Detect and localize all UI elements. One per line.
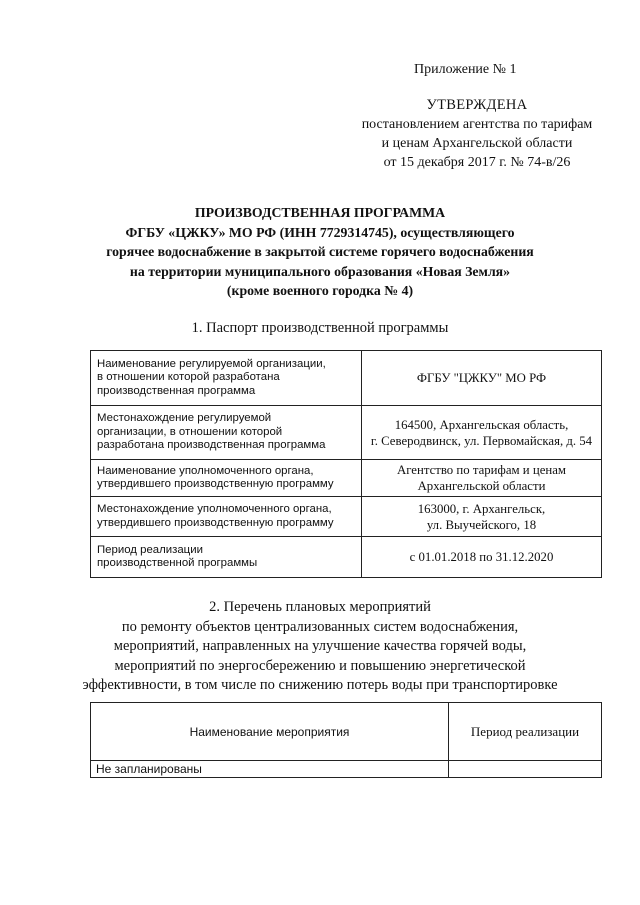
column-header: Наименование мероприятия <box>91 703 449 761</box>
value-line: с 01.01.2018 по 31.12.2020 <box>409 550 554 564</box>
title-line: ФГБУ «ЦЖКУ» МО РФ (ИНН 7729314745), осуществляющего <box>125 224 515 240</box>
table-row <box>91 406 602 460</box>
document-title <box>60 203 580 301</box>
section2-line: 2. Перечень плановых мероприятий <box>209 599 431 615</box>
measures-table <box>90 702 602 778</box>
section2-line: эффективности, в том числе по снижению потерь воды при транспортировке <box>82 677 558 693</box>
table-cell: Не запланированы <box>91 761 449 778</box>
passport-value <box>362 460 602 497</box>
title-line: ПРОИЗВОДСТВЕННАЯ ПРОГРАММА <box>194 205 446 220</box>
passport-label <box>91 537 362 578</box>
table-row <box>91 537 602 578</box>
table-cell <box>449 761 602 778</box>
table-header-row <box>91 703 602 761</box>
section1-title: 1. Паспорт производственной программы <box>191 320 449 336</box>
label-line: организации, в отношении которой <box>97 425 283 438</box>
title-line: (кроме военного городка № 4) <box>226 283 414 298</box>
value-line: 164500, Архангельская область, <box>394 417 569 432</box>
label-line: утвердившего производственную программу <box>97 516 334 529</box>
passport-value <box>362 351 602 406</box>
label-line: Наименование регулируемой организации, <box>97 357 326 370</box>
value-line: 163000, г. Архангельск, <box>417 501 546 516</box>
passport-value <box>362 497 602 537</box>
passport-value <box>362 406 602 460</box>
label-line: Местонахождение уполномоченного органа, <box>97 503 332 515</box>
label-line: Период реализации <box>97 543 203 556</box>
approval-block <box>346 96 608 172</box>
title-line: горячее водоснабжение в закрытой системе горячего водоснабжения <box>106 244 534 259</box>
passport-label <box>91 497 362 537</box>
section2-title <box>60 598 580 696</box>
label-line: Наименование уполномоченного органа, <box>97 464 314 477</box>
value-line: Архангельской области <box>417 479 546 493</box>
approved-heading: УТВЕРЖДЕНА <box>426 97 528 113</box>
section2-line: мероприятий, направленных на улучшение качества горячей воды, <box>113 638 527 654</box>
value-line: г. Северодвинск, ул. Первомайская, д. 54 <box>370 433 593 448</box>
label-line: в отношении которой разработана <box>97 371 280 384</box>
passport-label <box>91 351 362 406</box>
label-line: производственной программы <box>97 557 258 569</box>
label-line: разработана производственная программа <box>97 439 326 452</box>
passport-label <box>91 406 362 460</box>
resolution-line: от 15 декабря 2017 г. № 74-в/26 <box>383 155 571 170</box>
passport-value <box>362 537 602 578</box>
table-row <box>91 460 602 497</box>
table-row <box>91 497 602 537</box>
label-line: утвердившего производственную программу <box>97 478 334 490</box>
appendix-label: Приложение № 1 <box>414 62 517 77</box>
column-header: Период реализации <box>449 703 602 761</box>
section2-line: по ремонту объектов централизованных систем водоснабжения, <box>121 618 519 635</box>
label-line: Местонахождение регулируемой <box>97 412 272 425</box>
passport-label <box>91 460 362 497</box>
label-line: производственная программа <box>97 384 256 397</box>
table-row <box>91 761 602 778</box>
section2-line: мероприятий по энергосбережению и повышению энергетической <box>114 657 526 674</box>
table-row <box>91 351 602 406</box>
title-line: на территории муниципального образования «Новая Земля» <box>129 263 511 279</box>
value-line: ул. Выучейского, 18 <box>426 517 537 532</box>
resolution-line: постановлением агентства по тарифам <box>361 117 593 132</box>
passport-table <box>90 350 602 578</box>
value-line: ФГБУ "ЦЖКУ" МО РФ <box>416 371 547 385</box>
value-line: Агентство по тарифам и ценам <box>396 463 566 477</box>
resolution-line: и ценам Архангельской области <box>381 136 573 151</box>
